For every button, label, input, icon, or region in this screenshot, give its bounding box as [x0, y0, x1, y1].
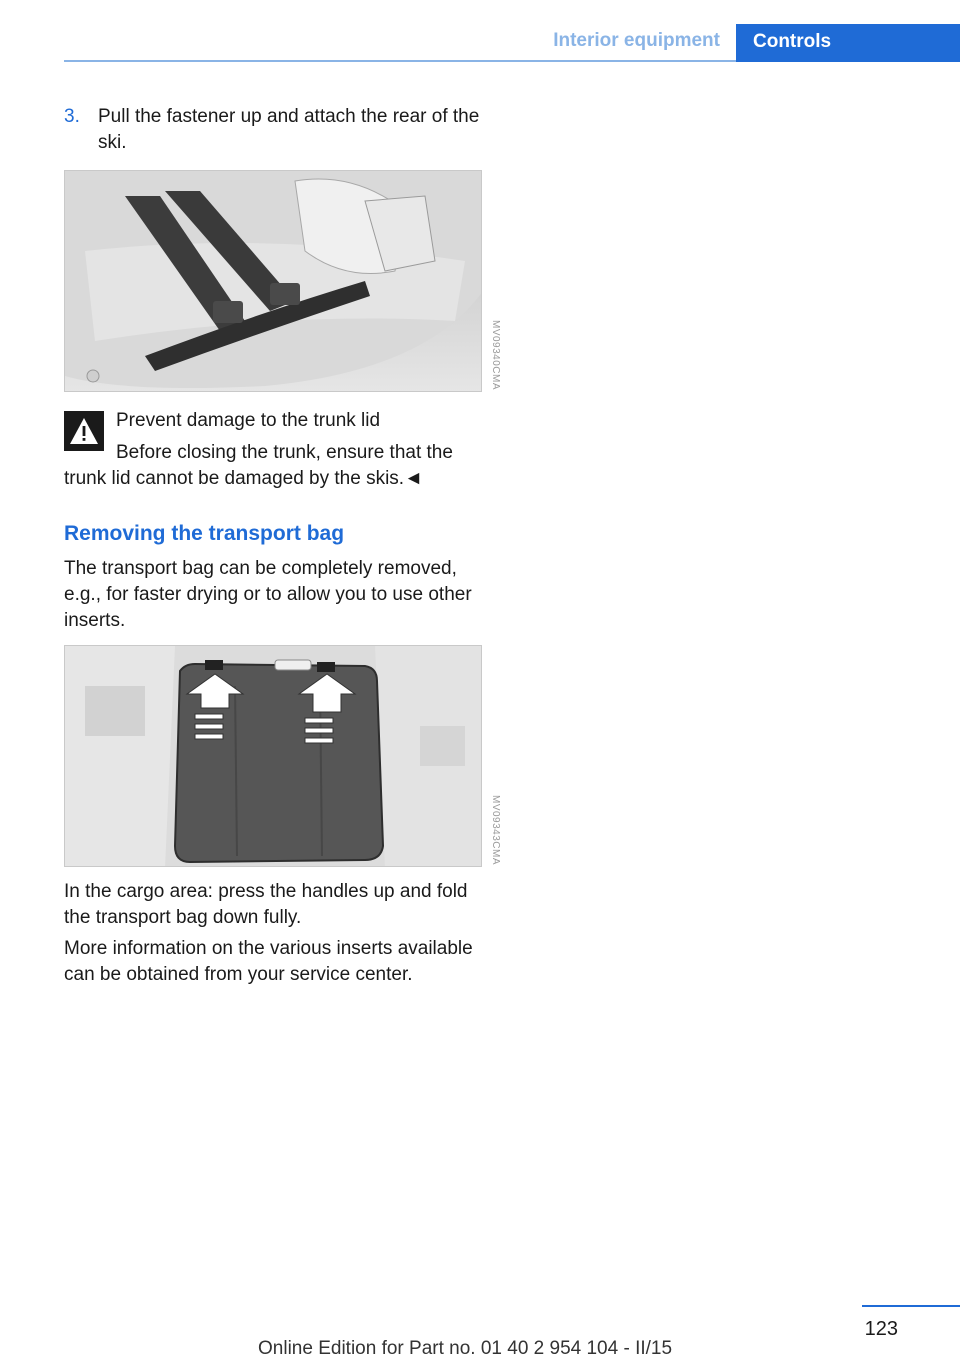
ski-fastener-illustration — [64, 170, 482, 392]
header-chapter-tab — [736, 24, 960, 62]
transport-bag-illustration — [64, 645, 482, 867]
figure-code: MV09343CMA — [490, 795, 501, 866]
step-text: Pull the fastener up and attach the rear of the ski. — [98, 106, 480, 153]
section-heading: Removing the transport bag — [64, 522, 345, 545]
figure-code: MV09340CMA — [490, 320, 501, 391]
footer-rule — [862, 1305, 960, 1307]
section-intro: The transport bag can be completely removed, e.g., for faster drying or to allow you to use other inserts. — [64, 558, 472, 631]
info-text: More information on the various inserts available can be obtained from your service center. — [64, 938, 473, 985]
header-section-title: Interior equipment — [553, 30, 720, 51]
warning-title: Prevent damage to the trunk lid — [116, 410, 381, 431]
instruction-text: In the cargo area: press the handles up and fold the transport bag down fully. — [64, 881, 468, 928]
warning-text: Before closing the trunk, ensure that the trunk lid cannot be damaged by the skis.◄ — [64, 442, 453, 489]
step-number: 3. — [64, 106, 80, 127]
step-item — [64, 104, 482, 156]
edition-note: Online Edition for Part no. 01 40 2 954 104 - II/15 — [258, 1338, 673, 1359]
page-number: 123 — [864, 1318, 898, 1340]
header-chapter-label: Controls — [753, 31, 832, 52]
